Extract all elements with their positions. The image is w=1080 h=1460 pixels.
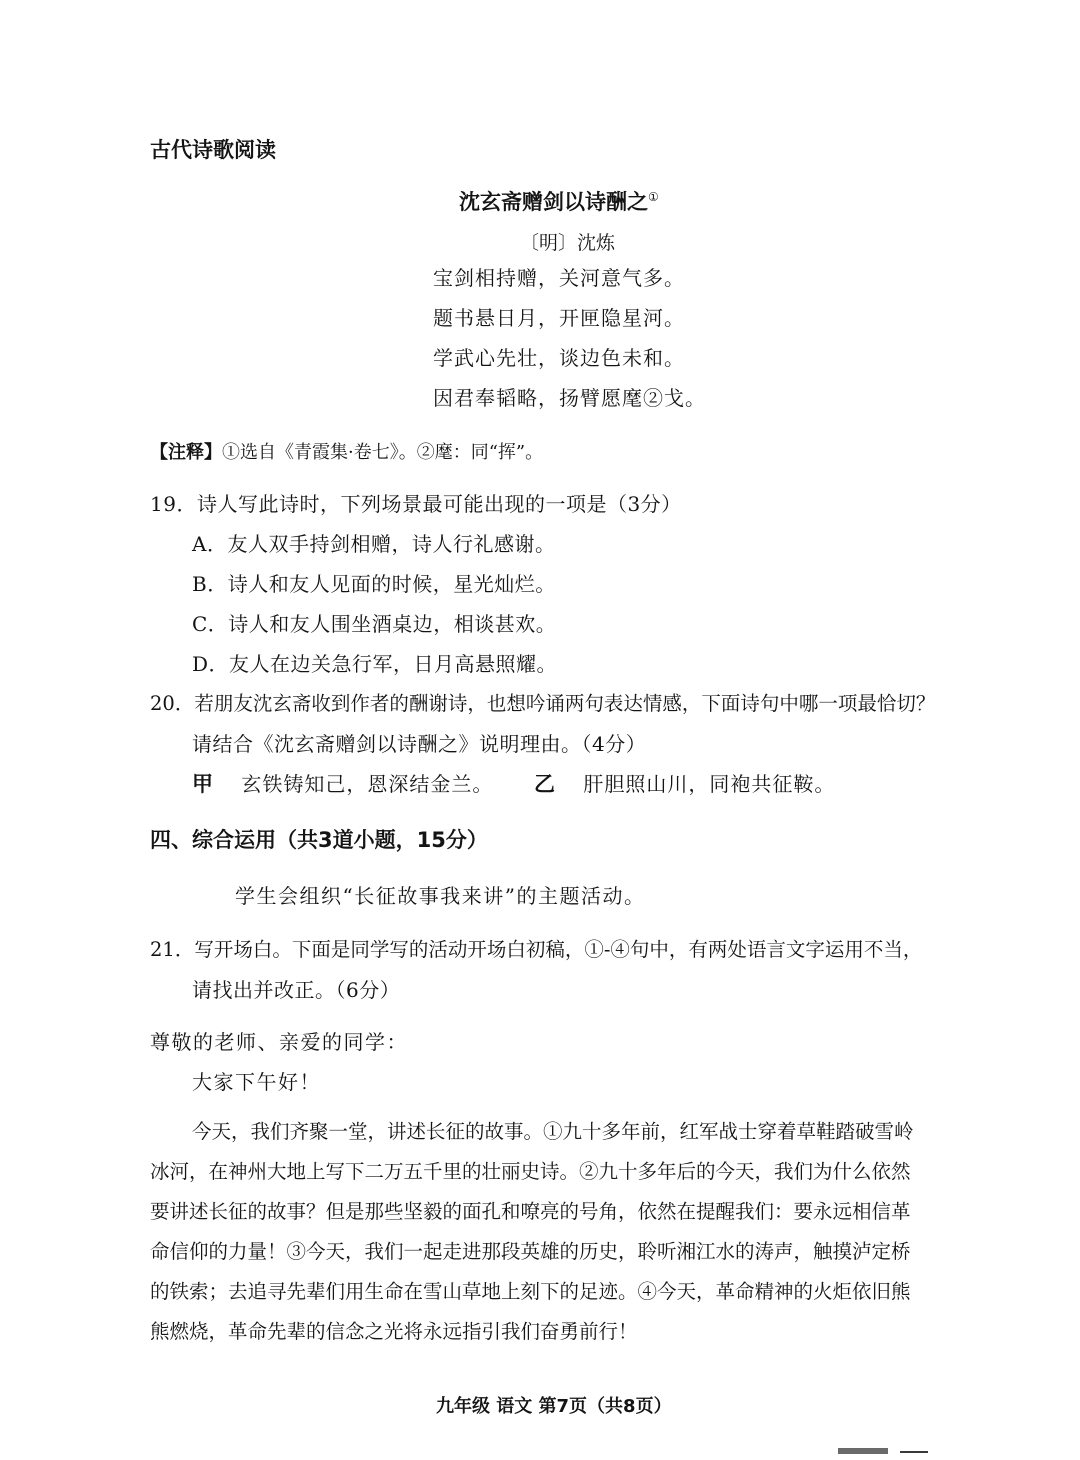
- poem-title-text: 沈玄斋赠剑以诗酬之: [459, 190, 648, 214]
- question-19-option-a: A．友人双手持剑相赠，诗人行礼感谢。: [192, 532, 556, 556]
- speech-paragraph-line: 今天，我们齐聚一堂，讲述长征的故事。①九十多年前，红军战士穿着草鞋踏破雪岭: [192, 1120, 914, 1143]
- choice-b-label: 乙: [534, 772, 555, 796]
- poem-annotation: [150, 438, 543, 464]
- poem-title-note-mark: ①: [648, 190, 659, 204]
- poem-author: 〔明〕沈炼: [520, 232, 616, 254]
- question-19-option-b: B．诗人和友人见面的时候，星光灿烂。: [192, 572, 556, 596]
- speech-paragraph-line: 命信仰的力量！③今天，我们一起走进那段英雄的历史，聆听湘江水的涛声，触摸泸定桥: [150, 1240, 911, 1263]
- choice-a-text: 玄铁铸知己，恩深结金兰。: [241, 772, 494, 796]
- speech-paragraph-line: 冰河，在神州大地上写下二万五千里的壮丽史诗。②九十多年后的今天，我们为什么依然: [150, 1160, 911, 1183]
- annotation-label: 【注释】: [150, 442, 222, 463]
- speech-paragraph-line: 要讲述长征的故事？但是那些坚毅的面孔和嘹亮的号角，依然在提醒我们：要永远相信革: [150, 1200, 911, 1223]
- question-20-choice-b: [534, 768, 835, 798]
- scan-mark: [838, 1448, 888, 1454]
- page-footer: 九年级 语文 第7页（共8页）: [436, 1396, 672, 1417]
- speech-paragraph-line: 熊燃烧，革命先辈的信念之光将永远指引我们奋勇前行！: [150, 1320, 638, 1343]
- scan-mark-line: [900, 1451, 928, 1453]
- question-19-option-d: D．友人在边关急行军，日月高悬照耀。: [192, 652, 558, 676]
- question-21-stem-line2: 请找出并改正。（6分）: [192, 978, 401, 1002]
- poem-line: 宝剑相持赠，关河意气多。: [433, 266, 685, 290]
- poem-line: 因君奉韬略，扬臂愿麾②戈。: [433, 386, 706, 410]
- question-19-stem: 19．诗人写此诗时，下列场景最可能出现的一项是（3分）: [150, 492, 682, 516]
- speech-greeting: 大家下午好！: [192, 1070, 321, 1094]
- choice-a-label: 甲: [192, 772, 213, 796]
- question-20-stem-line2: 请结合《沈玄斋赠剑以诗酬之》说明理由。（4分）: [192, 732, 647, 756]
- poem-line: 题书悬日月，开匣隐星河。: [433, 306, 685, 330]
- section-title: 古代诗歌阅读: [150, 138, 276, 162]
- question-20-choice-a: [192, 768, 493, 798]
- question-21-stem-line1: 21．写开场白。下面是同学写的活动开场白初稿，①-④句中，有两处语言文字运用不当，: [150, 938, 923, 961]
- annotation-text: ①选自《青霞集·卷七》。②麾：同“挥”。: [222, 442, 544, 463]
- section-4-title: 四、综合运用（共3道小题，15分）: [150, 828, 488, 852]
- speech-paragraph-line: 的铁索；去追寻先辈们用生命在雪山草地上刻下的足迹。④今天，革命精神的火炬依旧熊: [150, 1280, 911, 1303]
- poem-line: 学武心先壮，谈边色未和。: [433, 346, 685, 370]
- choice-b-text: 肝胆照山川，同袍共征鞍。: [583, 772, 836, 796]
- section-4-intro: 学生会组织“长征故事我来讲”的主题活动。: [235, 884, 646, 908]
- question-19-option-c: C．诗人和友人围坐酒桌边，相谈甚欢。: [192, 612, 557, 636]
- speech-salutation: 尊敬的老师、亲爱的同学：: [150, 1030, 408, 1054]
- poem-title: [459, 186, 659, 216]
- question-20-stem-line1: 20．若朋友沈玄斋收到作者的酬谢诗，也想吟诵两句表达情感，下面诗句中哪一项最恰切？: [150, 692, 936, 715]
